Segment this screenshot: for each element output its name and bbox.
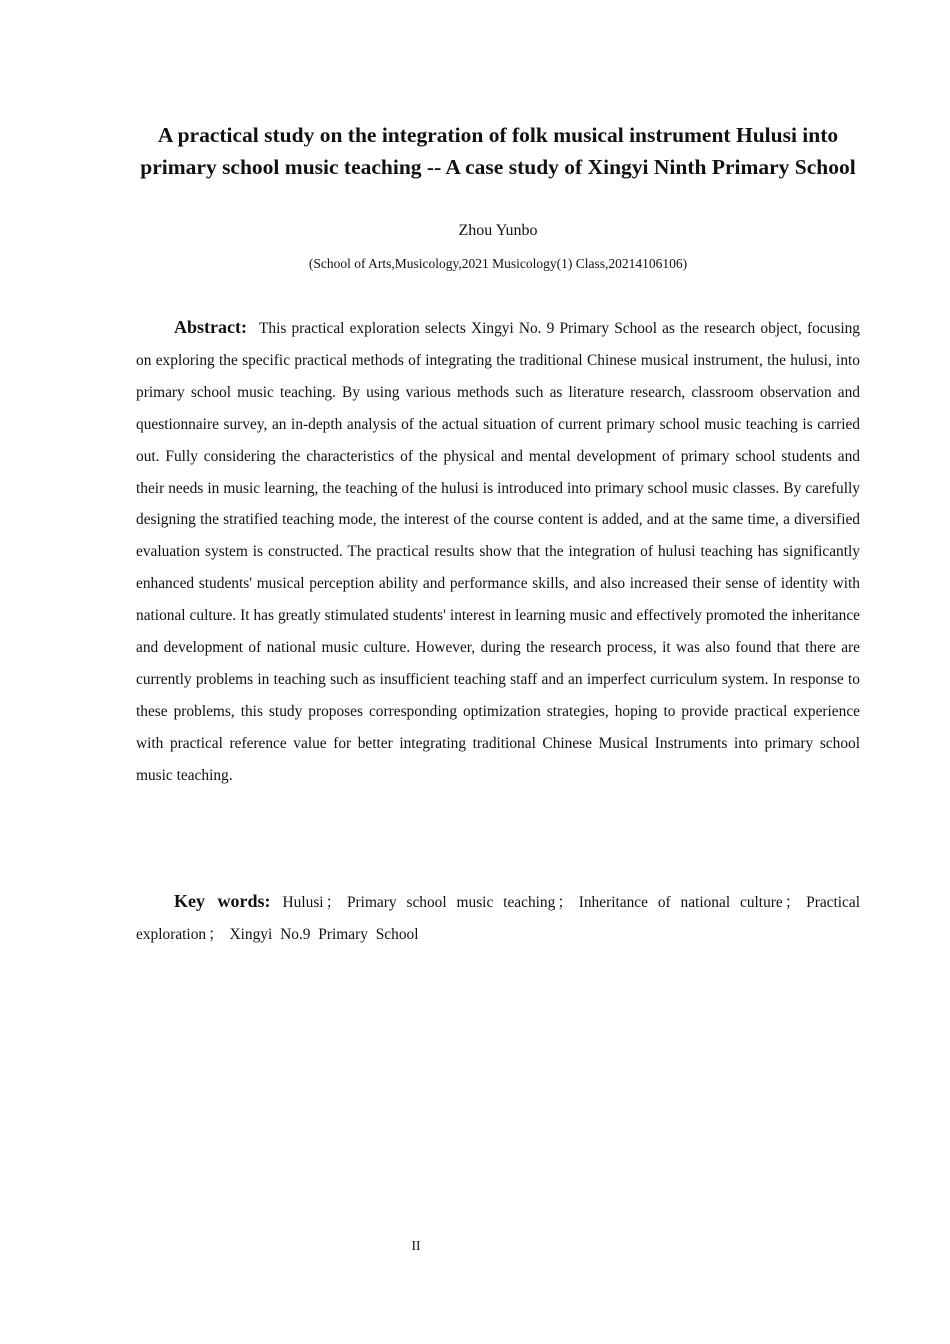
abstract-label: Abstract: <box>174 317 247 337</box>
keyword-item: Primary school music teaching <box>346 894 556 911</box>
keyword-item: Inheritance of national culture <box>578 894 783 911</box>
keyword-separator: ； <box>557 894 573 911</box>
author-name: Zhou Yunbo <box>458 222 538 239</box>
keyword-separator: ； <box>208 925 224 943</box>
keyword-separator: ； <box>784 894 801 911</box>
abstract-text: This practical exploration selects Xingyi No. 9 Primary School as the research object, focusing on exploring the specific practical methods of integrating the traditional Chinese musical instrument, the hulusi, into primary school music teaching. By using various methods such as literature research, classroom observation and questionnaire survey, an in-depth analysis of the actual situation of current primary school music teaching is carried out. Fully considering the characteristics of the physical and mental development of primary school students and their needs in music learning, the teaching of the hulusi is introduced into primary school music classes. By carefully designing the stratified teaching mode, the interest of the course content is added, and at the same time, a diversified evaluation system is constructed. The practical results show that the integration of hulusi teaching has significantly enhanced students' musical perception ability and performance skills, and also increased their sense of identity with national culture. It has greatly stimulated students' interest in learning music and effectively promoted the inheritance and development of national music culture. However, during the research process, it was also found that there are currently problems in teaching such as insufficient teaching staff and an imperfect curriculum system. In response to these problems, this study proposes corresponding optimization strategies, hoping to provide practical experience with practical reference value for better integrating traditional Chinese Musical Instruments into primary school music teaching. <box>136 320 860 784</box>
keywords-label: Key words: <box>174 891 271 911</box>
paper-title: A practical study on the integration of folk musical instrument Hulusi into primary school music teaching -- A case study of Xingyi Ninth Primary School <box>140 123 856 179</box>
page-number: II <box>411 1238 421 1253</box>
keyword-item: Hulusi <box>282 894 324 911</box>
keyword-item: Xingyi No.9 Primary School <box>229 925 419 943</box>
author-affiliation: (School of Arts,Musicology,2021 Musicology(1) Class,20214106106) <box>308 256 688 271</box>
keyword-separator: ； <box>325 894 341 911</box>
keyword-item: Practical exploration <box>136 894 860 943</box>
keywords-paragraph <box>136 886 860 951</box>
abstract-paragraph <box>136 312 860 792</box>
